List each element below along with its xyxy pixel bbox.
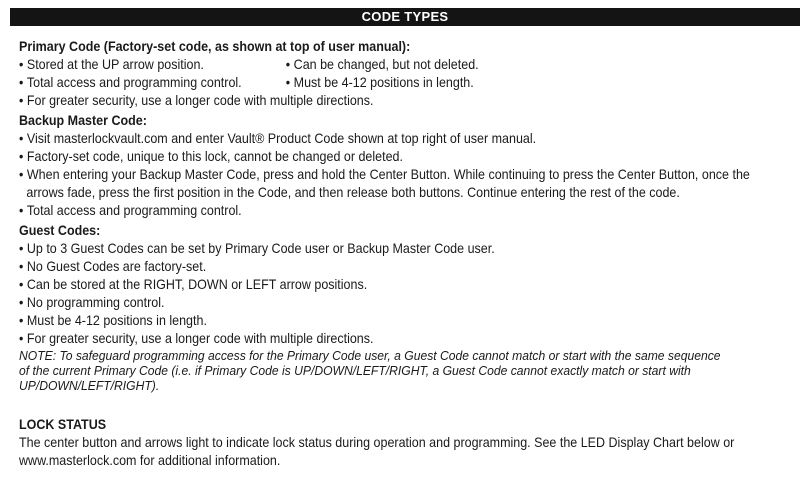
- primary-item: • For greater security, use a longer code with multiple directions.: [19, 92, 788, 110]
- backup-item-continuation: arrows fade, press the first position in the Code, and then release both buttons. Continue entering the rest of the code.: [26, 185, 680, 200]
- guest-note-line: UP/DOWN/LEFT/RIGHT).: [19, 378, 160, 393]
- backup-item: • Factory-set code, unique to this lock, cannot be changed or deleted.: [19, 148, 788, 166]
- guest-codes-heading: Guest Codes:: [19, 223, 101, 238]
- primary-item: • Total access and programming control.: [19, 74, 286, 92]
- backup-item: • Visit masterlockvault.com and enter Vault® Product Code shown at top right of user manual.: [19, 130, 788, 148]
- backup-master-code-heading: Backup Master Code:: [19, 113, 147, 128]
- manual-page: [10, 0, 800, 489]
- backup-item: • When entering your Backup Master Code, press and hold the Center Button. While continuing to press the Center Button, once the: [19, 166, 788, 184]
- guest-note-line: of the current Primary Code (i.e. if Primary Code is UP/DOWN/LEFT/RIGHT, a Guest Code cannot exactly match or start with: [19, 363, 691, 378]
- guest-item: • Up to 3 Guest Codes can be set by Primary Code user or Backup Master Code user.: [19, 240, 788, 258]
- guest-item: • No Guest Codes are factory-set.: [19, 258, 788, 276]
- banner-title: CODE TYPES: [361, 9, 449, 24]
- guest-note-line: NOTE: To safeguard programming access for the Primary Code user, a Guest Code cannot match or start with the same sequence: [19, 348, 721, 363]
- lock-status-line: The center button and arrows light to indicate lock status during operation and programming. See the LED Display Chart below or: [19, 435, 735, 450]
- guest-item: • Can be stored at the RIGHT, DOWN or LEFT arrow positions.: [19, 276, 788, 294]
- primary-row-1: [19, 56, 788, 74]
- code-types-content: [19, 38, 788, 470]
- lock-status-line: www.masterlock.com for additional information.: [19, 453, 281, 468]
- section-banner: [10, 8, 800, 26]
- guest-item: • No programming control.: [19, 294, 788, 312]
- primary-item: • Must be 4-12 positions in length.: [286, 74, 474, 92]
- guest-item: • For greater security, use a longer code with multiple directions.: [19, 330, 788, 348]
- lock-status-heading: LOCK STATUS: [19, 417, 107, 432]
- backup-item: • Total access and programming control.: [19, 202, 788, 220]
- primary-row-2: [19, 74, 788, 92]
- guest-item: • Must be 4-12 positions in length.: [19, 312, 788, 330]
- primary-item: • Can be changed, but not deleted.: [286, 56, 479, 74]
- primary-item: • Stored at the UP arrow position.: [19, 56, 286, 74]
- primary-code-heading: Primary Code (Factory-set code, as shown at top of user manual):: [19, 39, 411, 54]
